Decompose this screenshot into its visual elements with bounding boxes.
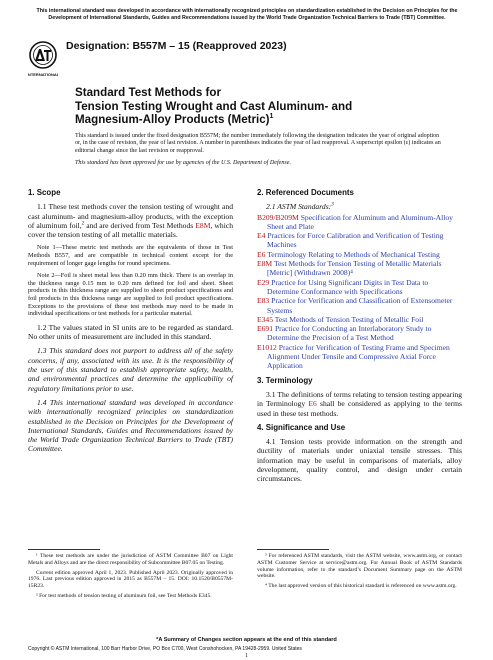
reference-item[interactable] bbox=[257, 296, 462, 315]
paragraph-1-4: 1.4 This international standard was developed in accordance with internationally recognized principles on standardization established in the Decision on Principles for the Development of International Standards, Guides and Recommendations issued by the World Trade Organization Technical Barriers to Trade (TBT) Committee. bbox=[28, 397, 233, 454]
reference-code[interactable]: E345 bbox=[257, 314, 274, 324]
reference-code[interactable]: E29 bbox=[257, 277, 270, 287]
title-footnote-mark: 1 bbox=[269, 113, 274, 121]
astm-standards-label: 2.1 ASTM Standards: bbox=[266, 202, 332, 212]
paragraph-3-1 bbox=[257, 390, 462, 418]
link-e6[interactable]: E6 bbox=[308, 399, 317, 409]
astm-standards-subheading bbox=[257, 202, 462, 211]
reference-code[interactable]: E4 bbox=[257, 231, 266, 241]
p3-1-text-b: shall be considered as applying to the terms used in these test methods. bbox=[257, 399, 463, 418]
link-e8m[interactable]: E8M bbox=[195, 220, 211, 230]
reference-code[interactable]: B209/B209M bbox=[257, 212, 299, 222]
copyright-line: Copyright © ASTM International, 100 Barr Harbor Drive, PO Box C700, West Conshohocken, PA 19428-2959. United States bbox=[28, 646, 302, 652]
dod-approval-note: This standard has been approved for use by agencies of the U.S. Department of Defense. bbox=[75, 160, 292, 166]
section-heading-scope: 1. Scope bbox=[28, 188, 61, 197]
reference-item[interactable] bbox=[257, 231, 462, 250]
reference-title[interactable]: Practice for Conducting an Interlaboratory Study to Determine the Precision of a Test Method bbox=[267, 324, 432, 343]
reference-code[interactable]: E8M bbox=[257, 259, 273, 269]
note-1: Note 1—These metric test methods are the equivalents of those in Test Methods B557, and are compatible in technical content except for the requirement of longer gage lengths for round specimens. bbox=[28, 244, 233, 267]
footnotes-left bbox=[28, 553, 233, 603]
note-2: Note 2—Foil is sheet metal less than 0.20 mm thick. There is an overlap in the thickness range 0.15 mm to 0.20 mm defined for foil and sheet. Sheet products in this thickness range are supplied to sheet product specifications and foil products in this thickness range are supplied to foil product specifications. Exceptions to the provisions of these test methods may need to be made in individual specifications or test methods for a particular material. bbox=[28, 272, 233, 318]
section-heading-referenced-documents: 2. Referenced Documents bbox=[257, 188, 354, 197]
paragraph-1-1 bbox=[28, 202, 233, 239]
footnote-item: Current edition approved April 1, 2023. Published April 2023. Originally approved in 1976. Last previous edition approved in 2015 as B557M – 15. DOI: 10.1520/B0557M-15R23. bbox=[28, 569, 233, 590]
footnote-divider-left bbox=[28, 549, 100, 550]
reference-item[interactable] bbox=[257, 324, 462, 343]
reference-title[interactable]: Terminology Relating to Methods of Mechanical Testing bbox=[267, 249, 440, 259]
section-heading-terminology: 3. Terminology bbox=[257, 375, 313, 385]
footnote-item: ¹ These test methods are under the jurisdiction of ASTM Committee B07 on Light Metals and Alloys and are the direct responsibility of Subcommittee B07.05 on Testing. bbox=[28, 553, 233, 566]
reference-title[interactable]: Test Methods of Tension Testing of Metallic Foil bbox=[274, 314, 424, 324]
reference-code[interactable]: E691 bbox=[257, 324, 274, 334]
summary-of-changes-note: *A Summary of Changes section appears at the end of this standard bbox=[156, 637, 337, 643]
paragraph-4-1: 4.1 Tension tests provide information on the strength and ductility of materials under uniaxial tensile stresses. This information may be useful in comparisons of materials, alloy development, quality control, and design under certain circumstances. bbox=[257, 437, 462, 484]
footnote-ref-2[interactable]: 2 bbox=[81, 221, 85, 227]
footnote-item: ⁴ The last approved version of this historical standard is referenced on www.astm.org. bbox=[265, 583, 457, 590]
footnote-item: ³ For referenced ASTM standards, visit the ASTM website, www.astm.org, or contact ASTM Customer Service at service@astm.org. For Annual Book of ASTM Standards volume information, refer to the standard’s Document Summary page on the ASTM website. bbox=[257, 553, 462, 580]
reference-title[interactable]: Test Methods for Tension Testing of Metallic Materials [Metric] (Withdrawn 2008)⁴ bbox=[267, 259, 442, 278]
referenced-standards-list bbox=[257, 202, 462, 370]
title-line-1: Standard Test Methods for bbox=[75, 86, 222, 99]
title-line-3 bbox=[75, 113, 445, 127]
reference-title[interactable]: Practices for Force Calibration and Verification of Testing Machines bbox=[267, 231, 444, 250]
tbt-notice: This international standard was developed in accordance with internationally recognized principles on standardization established in the Decision on Principles for the Development of International Standards, Guides and Recommendations issued by the World Trade Organization Technical Barriers to Trade (TBT) Committee. bbox=[36, 8, 458, 21]
right-column bbox=[257, 188, 462, 489]
reference-item[interactable] bbox=[257, 213, 462, 232]
document-title bbox=[75, 86, 445, 127]
reference-item[interactable] bbox=[257, 343, 462, 371]
p1-1-text-b: and are derived from Test Methods bbox=[84, 220, 196, 230]
left-column bbox=[28, 188, 233, 459]
p1-1-text-c: , which cover the tension testing of all metallic materials. bbox=[28, 220, 233, 240]
designation: Designation: B557M – 15 (Reapproved 2023) bbox=[66, 40, 287, 52]
standard-issue-note: This standard is issued under the fixed designation B557M; the number immediately following the designation indicates the year of original adoption or, in the case of revision, the year of last revision. A number in parentheses indicates the year of last reapproval. A superscript epsilon (ε) indicates an editorial change since the last revision or reapproval. bbox=[75, 133, 441, 154]
reference-title[interactable]: Specification for Aluminum and Aluminum-Alloy Sheet and Plate bbox=[267, 212, 453, 231]
footnote-ref-3[interactable]: 3 bbox=[331, 202, 334, 208]
logo-text: INTERNATIONAL bbox=[28, 72, 58, 77]
footnotes-right bbox=[257, 553, 462, 593]
reference-item[interactable] bbox=[257, 315, 462, 324]
reference-code[interactable]: E1012 bbox=[257, 342, 277, 352]
reference-title[interactable]: Practice for Verification and Classification of Extensometer Systems bbox=[267, 296, 453, 315]
p1-1-text-a: 1.1 These test methods cover the tension testing of wrought and cast aluminum- and magnesium-alloy products, with the exception of aluminum foil, bbox=[28, 202, 233, 230]
reference-item[interactable] bbox=[257, 278, 462, 297]
paragraph-1-2: 1.2 The values stated in SI units are to be regarded as standard. No other units of measurement are included in this standard. bbox=[28, 322, 233, 342]
reference-title[interactable]: Practice for Using Significant Digits in Test Data to Determine Conformance with Specifications bbox=[267, 277, 429, 296]
reference-code[interactable]: E6 bbox=[257, 249, 266, 259]
reference-item[interactable] bbox=[257, 250, 462, 259]
title-line-3-text: Magnesium-Alloy Products (Metric) bbox=[75, 113, 270, 127]
title-line-2: Tension Testing Wrought and Cast Aluminum- and bbox=[75, 99, 353, 113]
section-heading-significance: 4. Significance and Use bbox=[257, 422, 346, 432]
reference-title[interactable]: Practice for Verification of Testing Frame and Specimen Alignment Under Tensile and Compressive Axial Force Application bbox=[267, 342, 450, 371]
reference-item[interactable] bbox=[257, 259, 462, 278]
paragraph-1-3: 1.3 This standard does not purport to address all of the safety concerns, if any, associated with its use. It is the responsibility of the user of this standard to establish appropriate safety, health, and environmental practices and determine the applicability of regulatory limitations prior to use. bbox=[28, 346, 233, 393]
reference-code[interactable]: E83 bbox=[257, 296, 270, 306]
astm-international-logo bbox=[28, 40, 58, 80]
p3-1-text-a: 3.1 The definitions of terms relating to tension testing appearing in Terminology bbox=[257, 389, 462, 409]
footnote-divider-right bbox=[257, 549, 329, 550]
page-number: 1 bbox=[245, 653, 248, 659]
footnote-item: ² For test methods of tension testing of aluminum foil, see Test Methods E345. bbox=[36, 592, 212, 599]
astm-logo-icon bbox=[28, 40, 58, 80]
